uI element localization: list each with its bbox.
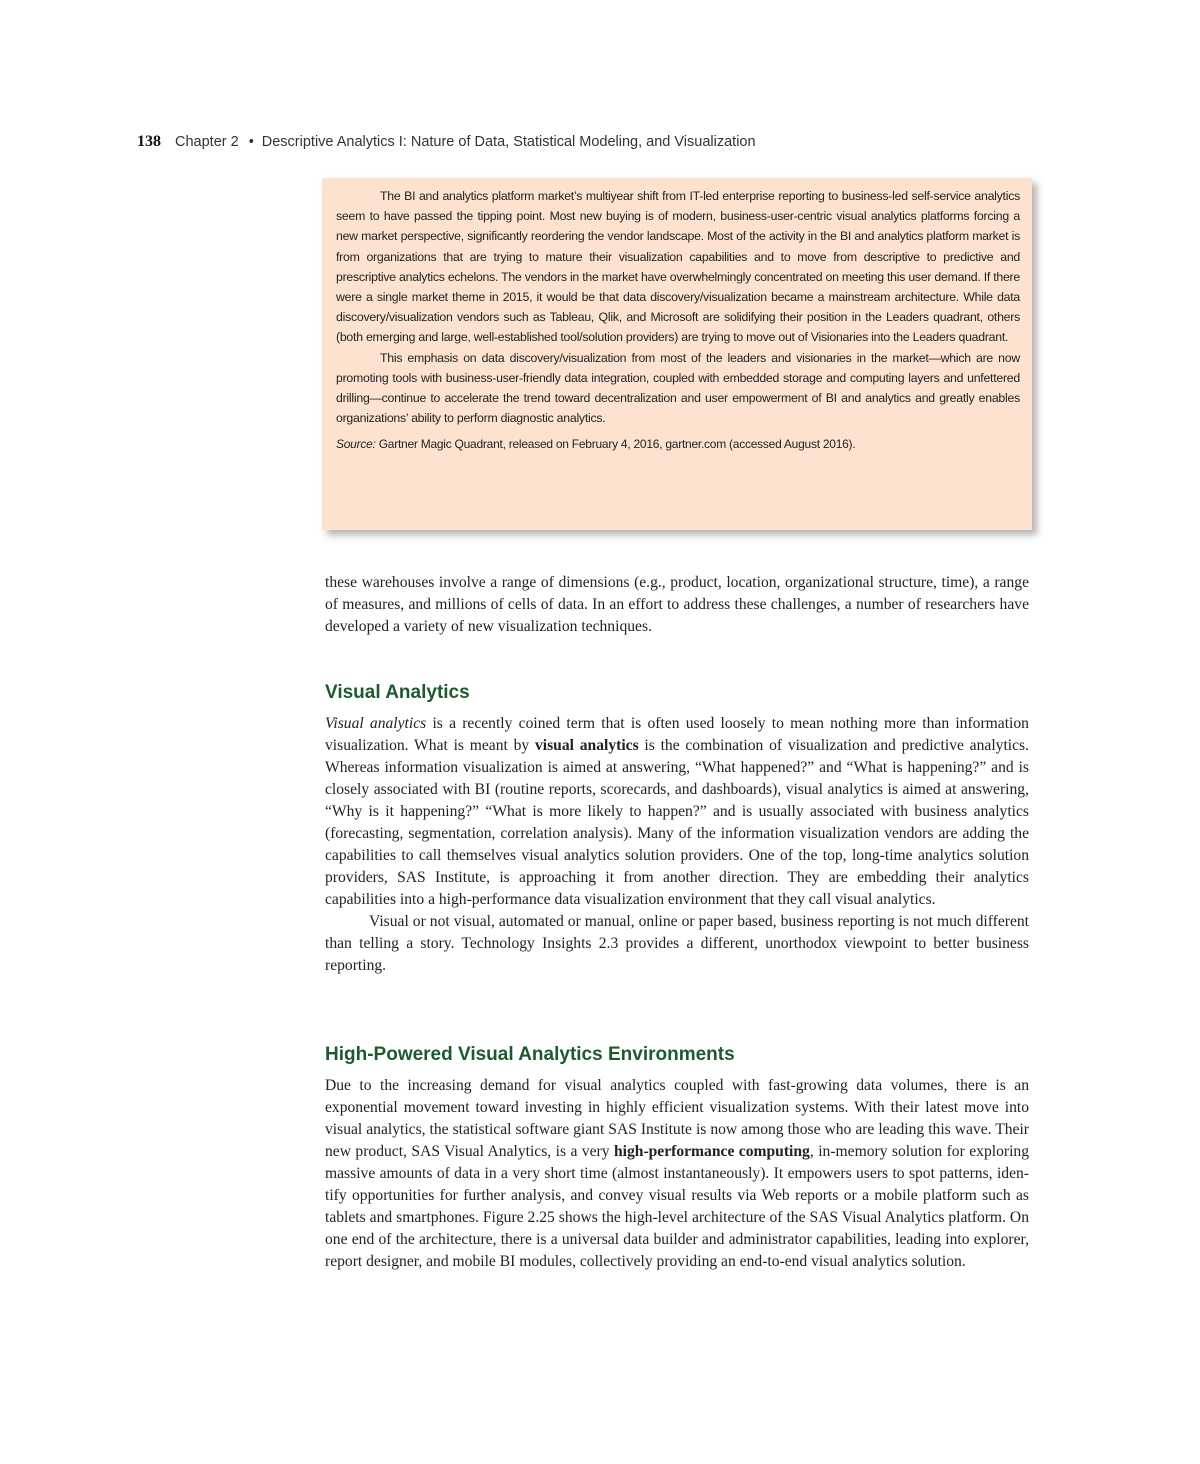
bold-term-hpc: high-performance computing — [613, 1143, 810, 1160]
quote-source — [336, 434, 1020, 454]
term-visual-analytics: Visual analytics — [325, 715, 427, 732]
visual-analytics-block — [325, 713, 1029, 977]
visual-analytics-paragraph-1 — [325, 713, 1029, 911]
chapter-label: Chapter 2 — [175, 134, 239, 150]
chapter-title: Descriptive Analytics I: Nature of Data, Statistical Modeling, and Visualization — [261, 134, 756, 150]
visual-analytics-paragraph-2: Visual or not visual, automated or manual, online or paper based, business reporting is not much different than telling a story. Technology Insights 2.3 provides a different, unorthodox viewpoint to better business reporting. — [325, 913, 1029, 974]
source-text: Gartner Magic Quadrant, released on February 4, 2016, gartner.com (accessed August 2016). — [375, 437, 856, 452]
quote-paragraph-1: The BI and analytics platform market’s multiyear shift from IT-led enterprise reporting to business-led self-service analytics seem to have passed the tipping point. Most new buying is of modern, business-user-centric visual analytics platforms forcing a new market perspective, significantly reordering the vendor landscape. Most of the activity in the BI and analytics platform market is from organizations that are trying to mature their visualization capabilities and to move from descriptive to predictive and prescriptive analytics echelons. The vendors in the market have overwhelmingly concentrated on meeting this user demand. If there were a single market theme in 2015, it would be that data discovery/visualization became a mainstream architecture. While data discovery/visualization vendors such as Tableau, Qlik, and Microsoft are solidifying their position in the Leaders quadrant, others (both emerging and large, well-established tool/solution providers) are trying to move out of Visionaries into the Leaders quadrant. — [336, 189, 1020, 345]
section-heading-visual-analytics: Visual Analytics — [325, 682, 470, 703]
va-p1-text-b: is the combination of visualization and predictive analytics. Whereas information visualization is aimed at answering, “What happened?” and “What is happening?” and is closely associated with BI (routine reports, scorecards, and dashboards), visual analytics is aimed at answering, “Why is it happening?” “What is more likely to happen?” and is usually associated with business analytics (forecasting, segmentation, correlation analysis). Many of the information visualization vendors are adding the capabilities to call themselves visual analytics solution providers. One of the top, long-time analytics solution providers, SAS Institute, is approaching it from another direction. They are embedding their analytics capabilities into a high-performance data visualization environment that they call visual analytics. — [325, 737, 1030, 908]
high-powered-block — [325, 1075, 1029, 1273]
source-label: Source: — [336, 437, 376, 452]
running-head — [137, 133, 1037, 151]
header-bullet: • — [248, 134, 254, 150]
section-heading-high-powered: High-Powered Visual Analytics Environments — [325, 1044, 735, 1065]
va-p1-text-a: is a recently coined term that is often used loosely to mean nothing more than information visualization. What is meant by — [325, 715, 1029, 754]
intro-paragraph: these warehouses involve a range of dimensions (e.g., product, location, organizational structure, time), a range of measures, and millions of cells of data. In an effort to address these challenges, a number of researchers have developed a variety of new visualization techniques. — [325, 574, 1029, 635]
hp-text-a: Due to the increasing demand for visual analytics coupled with fast-growing data volumes, there is an exponential movement toward investing in highly efficient visualization systems. With their latest move into visual analytics, the statistical software giant SAS Institute is now among those who are leading this wave. Their new product, SAS Visual Analytics, is a very — [325, 1077, 1029, 1160]
page-number: 138 — [137, 133, 161, 150]
intro-block — [325, 572, 1029, 638]
hp-text-b: , in-memory solution for exploring massive amounts of data in a very short time (almost instantaneously). It empowers users to spot patterns, identify opportunities for further analysis, and convey visual results via Web reports or a mobile platform such as tablets and smartphones. Figure 2.25 shows the high-level architecture of the SAS Visual Analytics platform. On one end of the architecture, there is a universal data builder and administrator capabilities, leading into explorer, report designer, and mobile BI modules, collectively providing an end-to-end visual analytics solution. — [325, 1143, 1030, 1270]
bold-term-visual-analytics: visual analytics — [534, 737, 639, 754]
quote-paragraph-2: This emphasis on data discovery/visualization from most of the leaders and visionaries in the market—which are now promoting tools with business-user-friendly data integration, coupled with embedded storage and computing layers and unfettered drilling—continue to accelerate the trend toward decentralization and user empowerment of BI and analytics and greatly enables organizations’ ability to perform diagnostic analytics. — [336, 350, 1020, 426]
quote-box — [322, 178, 1032, 530]
high-powered-paragraph — [325, 1075, 1029, 1273]
